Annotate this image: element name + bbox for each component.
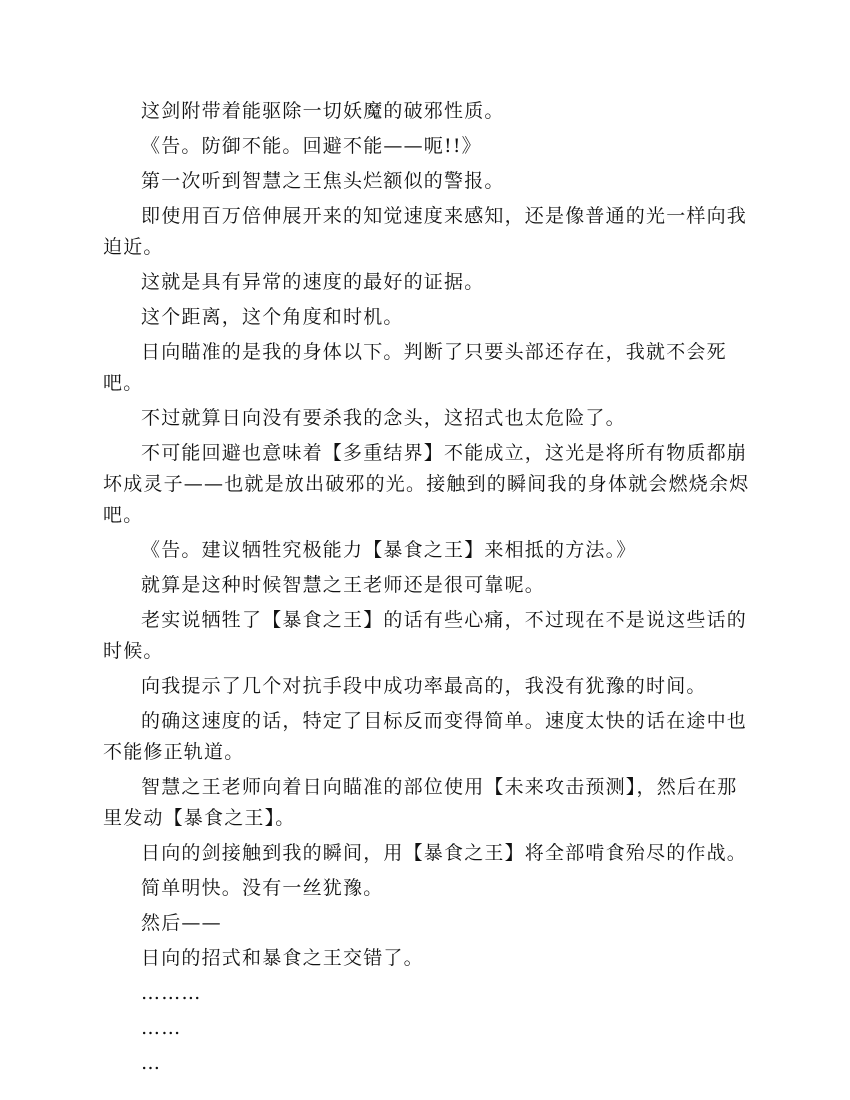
paragraph: 日向的剑接触到我的瞬间，用【暴食之王】将全部啃食殆尽的作战。 xyxy=(141,842,748,864)
paragraph: 简单明快。没有一丝犹豫。 xyxy=(141,877,384,899)
paragraph: 就算是这种时候智慧之王老师还是很可靠呢。 xyxy=(141,574,546,596)
paragraph: …… xyxy=(141,1017,182,1039)
paragraph: ……… xyxy=(141,982,202,1004)
chapter-body xyxy=(103,96,750,1079)
paragraph: 日向的招式和暴食之王交错了。 xyxy=(141,947,424,969)
paragraph: 的确这速度的话，特定了目标反而变得简单。速度太快的话在途中也不能修正轨道。 xyxy=(103,710,748,763)
paragraph: … xyxy=(141,1052,162,1074)
paragraph: 《告。建议牺牲究极能力【暴食之王】来相抵的方法。》 xyxy=(141,539,637,561)
paragraph: 日向瞄准的是我的身体以下。判断了只要头部还存在，我就不会死吧。 xyxy=(103,341,727,394)
paragraph: 《告。防御不能。回避不能——呃!!》 xyxy=(141,135,482,157)
paragraph: 向我提示了几个对抗手段中成功率最高的，我没有犹豫的时间。 xyxy=(141,675,707,697)
paragraph: 不可能回避也意味着【多重结界】不能成立，这光是将所有物质都崩坏成灵子——也就是放出破邪的光。接触到的瞬间我的身体就会燃烧余烬吧。 xyxy=(103,442,750,526)
paragraph: 不过就算日向没有要杀我的念头，这招式也太危险了。 xyxy=(141,407,626,429)
paragraph: 然后—— xyxy=(141,912,222,934)
paragraph: 这就是具有异常的速度的最好的证据。 xyxy=(141,271,485,293)
paragraph: 智慧之王老师向着日向瞄准的部位使用【未来攻击预测】，然后在那里发动【暴食之王】。 xyxy=(103,776,738,829)
paragraph: 老实说牺牲了【暴食之王】的话有些心痛，不过现在不是说这些话的时候。 xyxy=(103,609,748,662)
paragraph: 第一次听到智慧之王焦头烂额似的警报。 xyxy=(141,170,505,192)
paragraph: 这个距离，这个角度和时机。 xyxy=(141,306,404,328)
paragraph: 这剑附带着能驱除一切妖魔的破邪性质。 xyxy=(141,100,505,122)
paragraph: 即使用百万倍伸展开来的知觉速度来感知，还是像普通的光一样向我迫近。 xyxy=(103,205,748,258)
